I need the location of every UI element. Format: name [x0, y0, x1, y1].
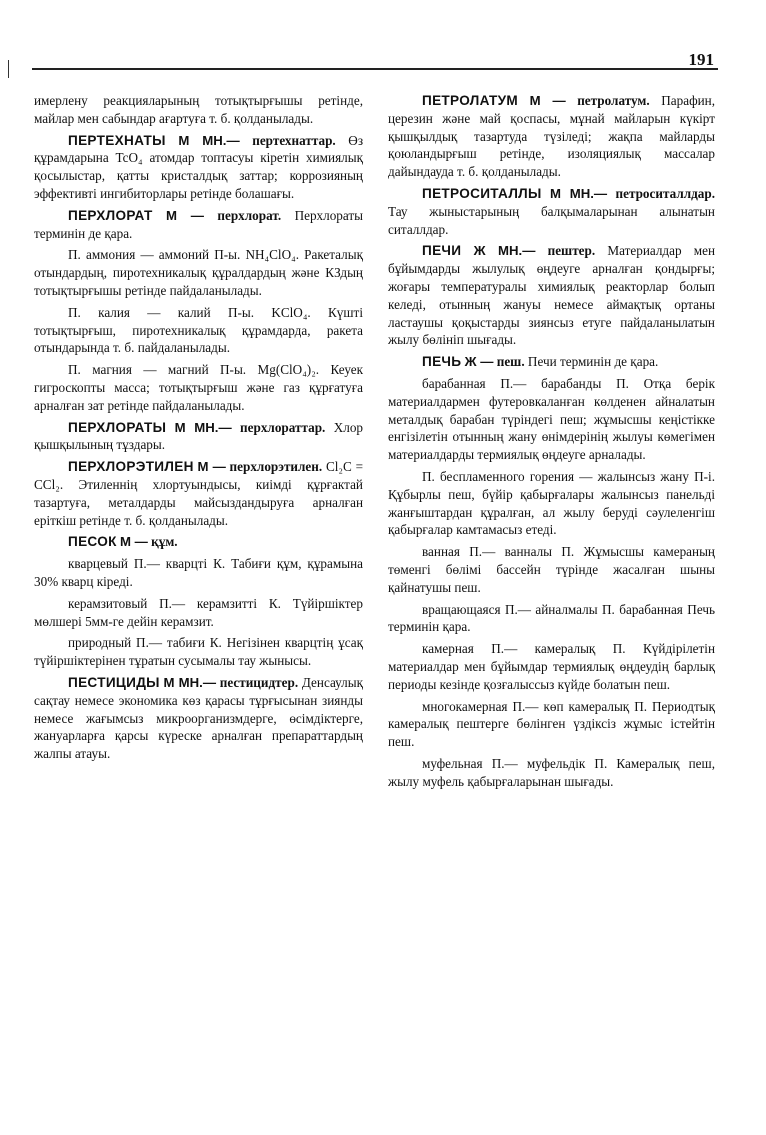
entry-translation: пертехнаттар. [252, 132, 336, 148]
entry-text: Парафин, церезин және май қоспасы, мұнай майларын күкірт қышқылдық тазартуда түзіледі; жақпа майларды қоюландырғыш ретінде, изоляциялық массалар дайындауда т. б. қолданылады. [388, 93, 716, 180]
sub-entry [34, 92, 363, 128]
sub-entry [34, 634, 363, 670]
entry-text: имерлену реакцияларының тотықтырғышы ретінде, майлар мен сабындар ағартуға т. б. қолданылады. [34, 93, 363, 126]
sub-entry [388, 375, 715, 464]
entry-grammar: М МН.— [174, 419, 232, 435]
entry-translation: перхлорэтилен. [229, 459, 323, 475]
entry-text: вращающаяся П.— айналмалы П. барабанная Печь терминін қара. [388, 601, 715, 635]
entry-term: ПЕРХЛОРАТЫ [68, 419, 167, 435]
header-rule [32, 68, 718, 70]
entry-grammar: Ж — [464, 354, 494, 370]
entry-text: Печи терминін де қара. [527, 354, 659, 370]
entry-translation: пеш. [496, 354, 525, 370]
entry-translation: пештер. [547, 243, 596, 259]
entry-translation: петролатум. [577, 93, 650, 108]
entry-grammar: М — [197, 459, 226, 475]
sub-entry [34, 304, 363, 357]
entry-text: природный П.— табиғи К. Негізінен кварцтің ұсақ түйіршіктерінен тұратын сусымалы тау жынысы. [34, 635, 363, 669]
entry-text: барабанная П.— барабанды П. Отқа берік материалдармен футеровкаланған көлденен айналатын металдық барабан түріндегі пеш; жұмысшы кеңістікке енгізілетін отынның жану өнімдерінің жылуы көмегімен материалдарды термиялық өңдеуге арналады. [388, 375, 715, 463]
dictionary-entry [34, 207, 363, 243]
sub-entry [34, 555, 363, 591]
left-column [34, 92, 363, 767]
entry-translation: пестицидтер. [219, 674, 299, 690]
entry-text: Материалдар мен бұйымдарды жылулық өңдеуге арналған қондырғы; жоғары температуралы химиялық реакторлар болып келеді, отынның жануы немесе аймақтық ортаны ластаушы қоқыстарды зиянсыз етуге пайдаланылатын жылу бөлініп шығады. [388, 243, 716, 348]
entry-text: многокамерная П.— көп камералық П. Периодтық камералық пештерге бөлінген үздіксіз жұмыс істейтін пеш. [388, 698, 715, 750]
dictionary-entry [388, 92, 715, 181]
page-number: 191 [688, 50, 714, 69]
entry-text: Перхлораты терминін де қара. [34, 207, 364, 241]
dictionary-entry [34, 419, 363, 455]
dictionary-entry [388, 242, 715, 349]
entry-translation: перхлораттар. [240, 419, 326, 435]
entry-text: керамзитовый П.— керамзитті К. Түйіршіктер мөлшері 5мм-ге дейін керамзит. [34, 595, 363, 629]
entry-text: Cl₂C = CCl₂. Этиленнің хлортуындысы, киімді құрғактай тазартуға, металдарды майсыздандыруға арналған еріткіш ретінде т. б. қолданылады. [34, 459, 364, 528]
entry-term: ПЕСОК [68, 534, 117, 550]
entry-text: П. беспламенного горения — жалынсыз жану П-і. Құбырлы пеш, бүйір қабырғалары жалынсыз панельді жанғыштардан құралған, ал жылу беруді сәулеленгіш қабырғалар камтамасыз етеді. [388, 468, 715, 538]
dictionary-entry [34, 132, 363, 203]
entry-text: Хлор қышқылының тұздары. [34, 419, 364, 453]
sub-entry [388, 755, 715, 791]
sub-entry [34, 595, 363, 631]
sub-entry [388, 468, 715, 539]
entry-term: ПЕЧЬ [422, 354, 462, 370]
sub-entry [388, 601, 715, 637]
entry-translation: петроситаллдар. [615, 185, 716, 201]
entry-grammar: М — [166, 207, 204, 223]
entry-grammar: М — [529, 93, 566, 108]
entry-grammar: М — [119, 534, 148, 550]
entry-term: ПЕЧИ [422, 243, 462, 259]
entry-grammar: Ж МН.— [473, 243, 536, 259]
sub-entry [34, 361, 363, 414]
margin-mark [8, 60, 9, 78]
dictionary-entry [34, 674, 363, 763]
entry-term: ПЕРТЕХНАТЫ [68, 132, 166, 148]
entry-grammar: М МН.— [550, 185, 608, 201]
entry-term: ПЕРХЛОРАТ [68, 207, 153, 223]
sub-entry [34, 246, 363, 299]
entry-text: ванная П.— ванналы П. Жұмысшы камераның төменгі бөлімі бассейн түрінде жасалған шыны қайнатушы пеш. [388, 544, 715, 595]
entry-text: П. магния — магний П-ы. Mg(ClO₄)₂. Кеуек гигроскопты масса; тотықтырғыш және газ құрғатуға арналған зат ретінде пайдаланылады. [34, 362, 363, 413]
entry-grammar: М МН.— [163, 674, 217, 690]
entry-term: ПЕСТИЦИДЫ [68, 674, 160, 690]
entry-term: ПЕРХЛОРЭТИЛЕН [68, 459, 194, 475]
entry-text: Денсаулық сақтау немесе экономика көз қарасы тұрғысынан зиянды немесе жағымсыз микроорганизмдерге, өсімдіктерге, жануарларға қарсы күреске арналған препараттардың жалпы атауы. [34, 674, 364, 762]
dictionary-entry [34, 533, 363, 551]
entry-translation: перхлорат. [217, 207, 282, 223]
dictionary-entry [388, 353, 715, 371]
entry-translation: құм. [151, 534, 178, 550]
dictionary-entry [34, 458, 363, 529]
entry-term: ПЕТРОСИТАЛЛЫ [422, 185, 542, 201]
sub-entry [388, 698, 715, 751]
entry-text: камерная П.— камералық П. Күйдірілетін материалдар мен бұйымдар термиялық өңдеудің барлық периоды кезінде қозғалыссыз күйде болатын пеш. [388, 641, 715, 692]
entry-text: Тау жыныстарының балқымаларынан алынатын ситаллдар. [388, 203, 715, 237]
sub-entry [388, 640, 715, 693]
entry-text: кварцевый П.— кварцті К. Табиғи құм, құрамына 30% кварц кіреді. [34, 556, 363, 589]
dictionary-entry [388, 185, 715, 238]
entry-text: П. аммония — аммоний П-ы. NH₄ClO₄. Ракеталық отындардың, пиротехникалық құралдардың және КЗдың тотықтырғышы ретінде пайдаланылады. [34, 247, 363, 298]
entry-text: Өз құрамдарына TcO₄ атомдар топтасуы кіретін химиялық қосылыстар, қатты кристалдық заттар; коррозияның эффективті ингибиторлары ретінде болашағы. [34, 132, 364, 201]
entry-term: ПЕТРОЛАТУМ [422, 93, 519, 108]
entry-text: муфельная П.— муфельдік П. Камералық пеш, жылу муфель қабырғаларынан шығады. [388, 755, 715, 789]
entry-grammar: М МН.— [178, 132, 240, 148]
entry-text: П. калия — калий П-ы. KClO₄. Күшті тотықтырғыш, пиротехникалық құрамдарда, ракета отындарында т. б. пайдаланылады. [34, 304, 363, 356]
right-column [388, 92, 715, 794]
sub-entry [388, 543, 715, 596]
